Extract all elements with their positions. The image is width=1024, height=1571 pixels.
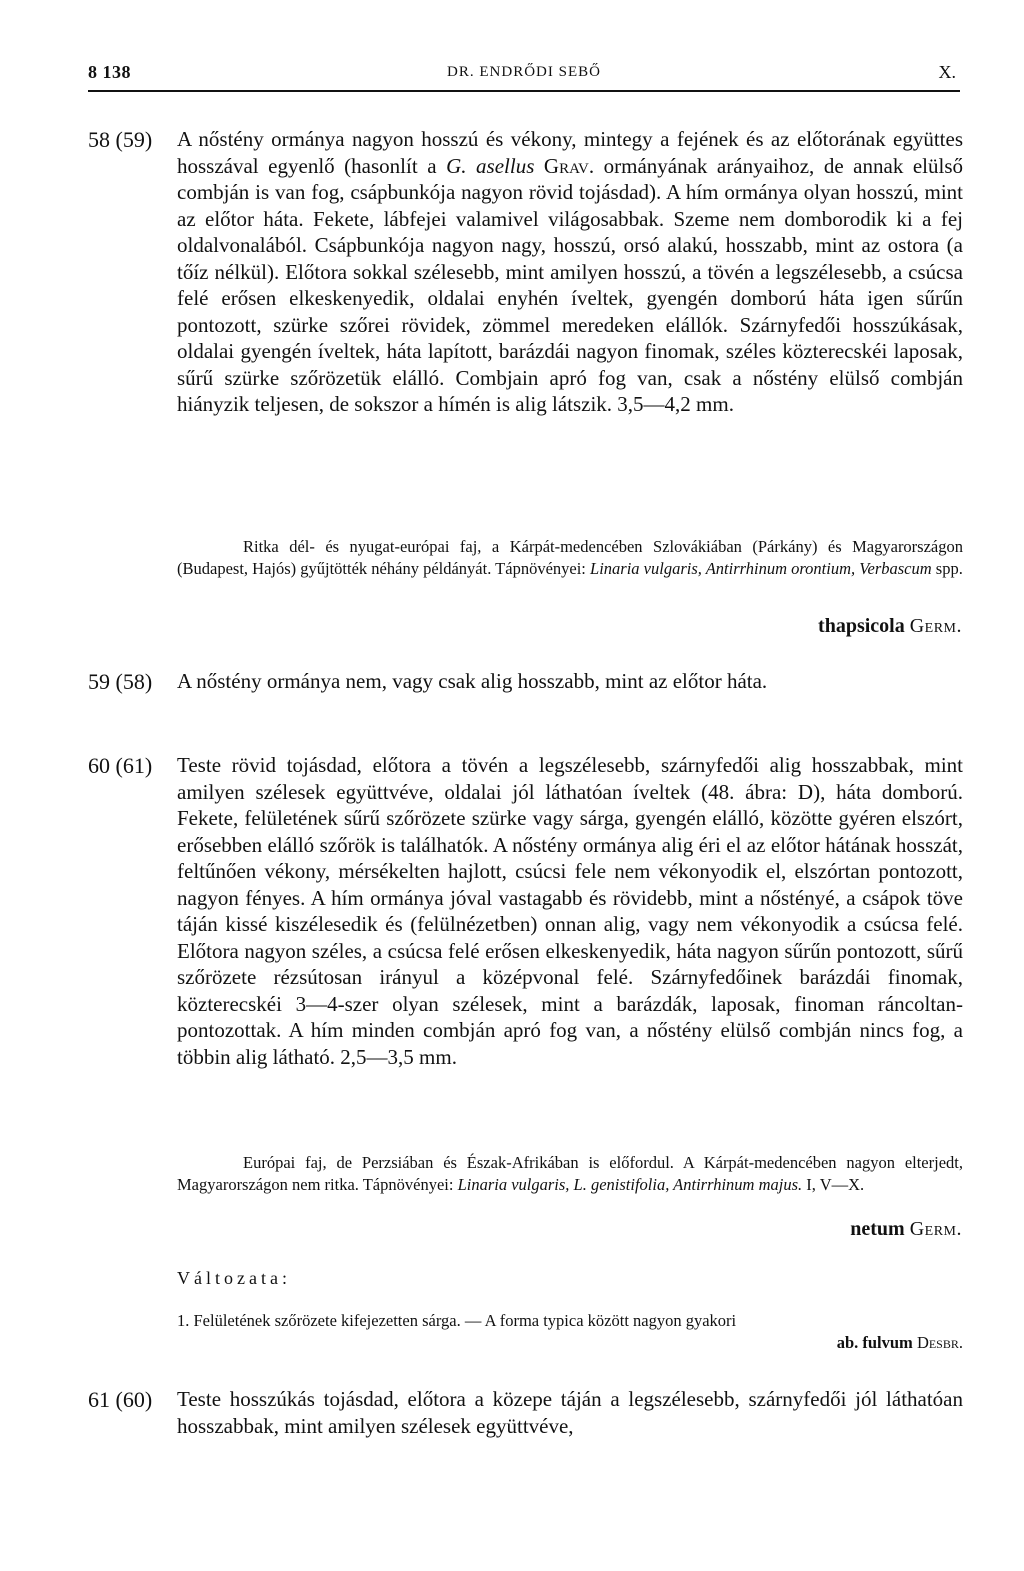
distribution-note-58: Ritka dél- és nyugat-európai faj, a Kárpát-medencében Szlovákiában (Párkány) és Magyarországon (Budapest, Hajós) gyűjtötték néhány példányát. Tápnövényei: Linaria vulgaris, Antirrhinum orontium, Verbascum spp. xyxy=(177,537,963,578)
host-plants: Linaria vulgaris, Antirrhinum orontium, Verbascum xyxy=(590,559,932,578)
running-author: DR. ENDRŐDI SEBŐ xyxy=(447,64,601,80)
host-plants: Linaria vulgaris, L. genistifolia, Antirrhinum majus. xyxy=(457,1175,803,1194)
variation-1 xyxy=(177,1310,963,1354)
entry-text: A nőstény ormánya nagyon hosszú és vékony, mintegy a fejének és az előtorának együttes hosszával egyenlő (hasonlít a G. asellus Grav. ormányának arányaihoz, de annak elülső combján is van fog, csápbunkója nagyon rövid tojásdad). A hím ormánya olyan hosszú, mint az előtor háta. Fekete, lábfejei valamivel világosabbak. Szeme nem domborodik ki a fej oldalvonalából. Csápbunkója nagyon nagy, hosszú, orsó alakú, hosszabb, mint az ostora (a tőíz nélkül). Előtora sokkal szélesebb, mint amilyen hosszú, a tövén a legszélesebb, a csúcsa felé erősen elkeskenyedik, oldalai enyhén íveltek, gyengén domború háta igen sűrűn pontozott, szürke szőrei rövidek, zömmel meredeken elállók. Szárnyfedői hosszúkásak, oldalai gyengén íveltek, háta lapított, barázdái nagyon finomak, széles közterecskéi laposak, sűrű szürke szőrözetük elálló. Combjain apró fog van, csak a nőstény elülső combján hiányzik teljesen, de sokszor a hímén is alig látszik. 3,5—4,2 mm. xyxy=(177,127,964,416)
variations-heading: Változata: xyxy=(177,1268,291,1288)
taxon-name: G. asellus xyxy=(446,153,535,178)
variation-text: 1. Felületének szőrözete kifejezetten sárga. — A forma typica között nagyon gyakori xyxy=(177,1311,737,1330)
page-number: 8 138 xyxy=(88,62,131,82)
entry-number: 58 (59) xyxy=(88,127,153,152)
key-entry-59 xyxy=(0,668,1024,695)
key-entry-58 xyxy=(0,126,1024,418)
species-name-thapsicola: thapsicola Germ. xyxy=(818,615,962,637)
entry-text: Teste rövid tojásdad, előtora a tövén a legszélesebb, szárnyfedői alig hosszabbak, mint amilyen szélesek együttvéve, oldalai jól láthatóan íveltek (48. ábra: D), háta domború. Fekete, felületének sűrű szőrözete szürke vagy sárga, gyengén elálló, közötte gyéren elszórt, erősebben elálló szőrök is találhatók. A nőstény ormánya alig éri el az előtor hátának hosszát, feltűnően vékony, mérsékelten hajlott, csúcsi fele nem vékonyodik el, elszórtan pontozott, nagyon fényes. A hím ormánya jóval vastagabb és rövidebb, mint a nőstényé, a csápok töve táján kissé kiszélesedik és (felülnézetben) onnan alig, vagy nem vékonyodik a csúcsa felé. Előtora nagyon széles, a csúcsa felé erősen elkeskenyedik, háta nagyon sűrűn pontozott, sűrű szőrözete rézsútosan irányul a középvonal felé. Szárnyfedőinek barázdái finomak, közterecskéi 3—4-szer olyan szélesek, mint a barázdák, laposak, finoman ráncoltan-pontozottak. A hím minden combján apró fog van, a nőstény elülső combján nincs fog, a többin alig látható. 2,5—3,5 mm. xyxy=(177,753,963,1069)
variation-name: ab. fulvum Desbr. xyxy=(836,1333,963,1352)
entry-text: Teste hosszúkás tojásdad, előtora a közepe táján a legszélesebb, szárnyfedői jól láthatóan hosszabbak, mint amilyen szélesek együttvéve, xyxy=(177,1387,963,1438)
volume-number: X. xyxy=(938,62,956,82)
entry-number: 61 (60) xyxy=(88,1387,153,1412)
key-entry-60 xyxy=(0,752,1024,1070)
running-header xyxy=(88,60,960,92)
key-entry-61 xyxy=(0,1386,1024,1439)
entry-number: 59 (58) xyxy=(88,669,153,694)
taxon-author: Grav. xyxy=(543,153,595,178)
entry-text: A nőstény ormánya nem, vagy csak alig hosszabb, mint az előtor háta. xyxy=(177,669,768,693)
entry-number: 60 (61) xyxy=(88,753,153,778)
species-name-netum: netum Germ. xyxy=(850,1218,962,1240)
distribution-note-60: Európai faj, de Perzsiában és Észak-Afrikában is előfordul. A Kárpát-medencében nagyon elterjedt, Magyarországon nem ritka. Tápnövényei: Linaria vulgaris, L. genistifolia, Antirrhinum majus. I, V—X. xyxy=(177,1153,963,1194)
